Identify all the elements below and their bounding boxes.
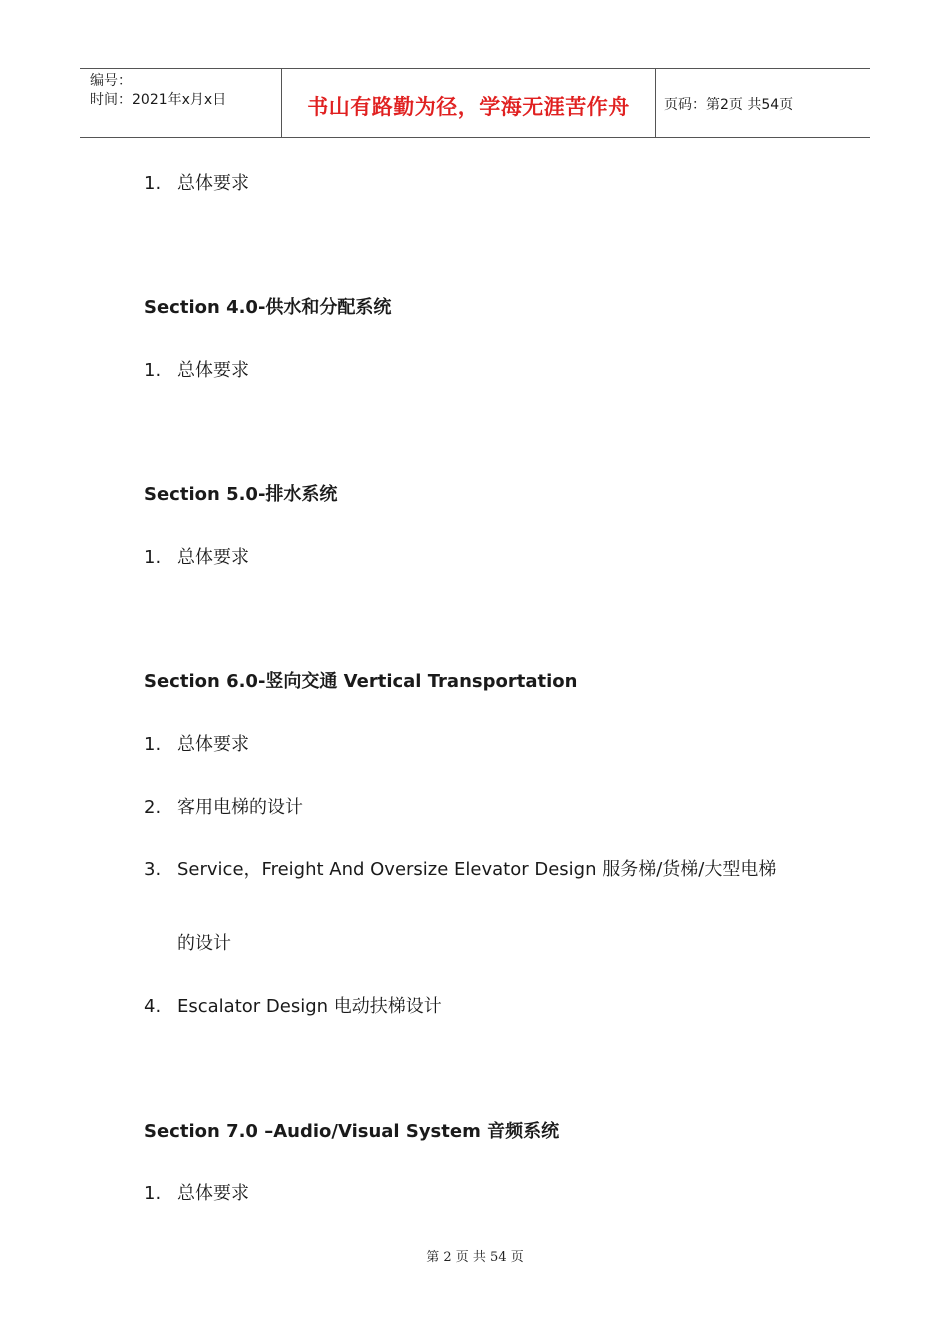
section-heading: Section 5.0-排水系统 [144, 484, 338, 505]
list-number: 1. [144, 734, 162, 755]
list-number: 1. [144, 547, 162, 568]
document-number-label: 编号： [90, 73, 132, 89]
section-heading: Section 7.0 –Audio/Visual System 音频系统 [144, 1121, 560, 1142]
list-item [144, 1182, 249, 1206]
list-item [144, 172, 249, 196]
header-page-info: 页码：第2页 共54页 [664, 97, 794, 113]
header-motto-cell [281, 69, 656, 137]
list-item [144, 359, 249, 383]
list-text: 总体要求 [177, 173, 249, 194]
header-page-cell [655, 69, 870, 137]
list-number: 3. [144, 859, 162, 880]
list-text: Escalator Design 电动扶梯设计 [177, 996, 442, 1017]
list-item [144, 995, 442, 1019]
list-text: Service，Freight And Oversize Elevator Design 服务梯/货梯/大型电梯 [177, 859, 777, 880]
document-header [80, 68, 870, 138]
section-heading: Section 4.0-供水和分配系统 [144, 297, 392, 318]
list-number: 1. [144, 1183, 162, 1204]
header-motto: 书山有路勤为径，学海无涯苦作舟 [307, 94, 630, 119]
list-number: 1. [144, 173, 162, 194]
list-item [144, 796, 303, 820]
list-item-continuation: 的设计 [177, 933, 231, 954]
list-number: 4. [144, 996, 162, 1017]
header-meta-cell [80, 69, 281, 137]
list-text: 总体要求 [177, 547, 249, 568]
document-date-label: 时间：2021年x月x日 [90, 92, 227, 108]
list-text: 总体要求 [177, 734, 249, 755]
list-item [144, 546, 249, 570]
page-footer: 第 2 页 共 54 页 [426, 1250, 524, 1265]
list-text: 总体要求 [177, 360, 249, 381]
list-item [144, 858, 776, 882]
list-number: 1. [144, 360, 162, 381]
section-heading: Section 6.0-竖向交通 Vertical Transportation [144, 671, 578, 692]
list-text: 客用电梯的设计 [177, 797, 303, 818]
list-item [144, 733, 249, 757]
list-number: 2. [144, 797, 162, 818]
list-text: 总体要求 [177, 1183, 249, 1204]
